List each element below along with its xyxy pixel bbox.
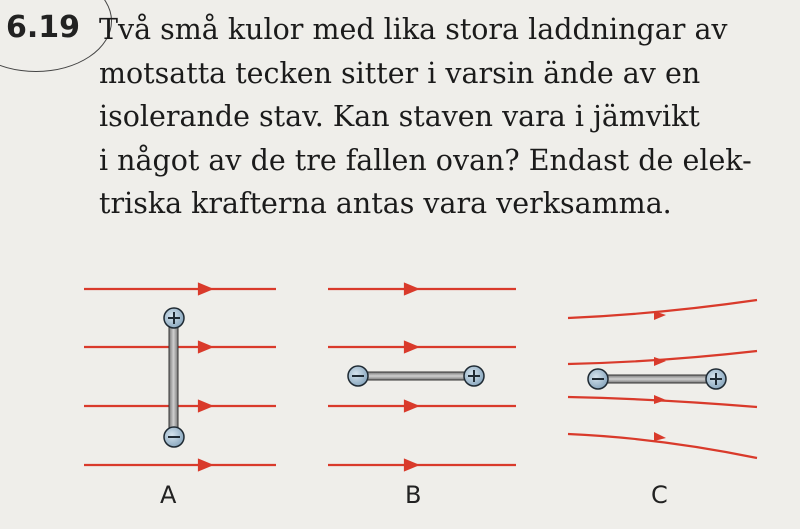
problem-line: motsatta tecken sitter i varsin ände av en — [99, 56, 701, 90]
positive-charge-c — [706, 369, 726, 389]
rod-a — [169, 320, 178, 436]
problem-number: 6.19 — [6, 10, 81, 45]
problem-line: Två små kulor med lika stora laddningar av — [99, 13, 728, 46]
positive-charge-a — [164, 308, 184, 328]
figure-label-a: A — [160, 481, 177, 509]
negative-charge-a — [164, 427, 184, 447]
figure-a — [84, 284, 276, 470]
rod-b — [362, 372, 470, 380]
problem-line: i något av de tre fallen ovan? Endast de elek- — [99, 143, 752, 177]
negative-charge-b — [348, 366, 368, 386]
negative-charge-c — [588, 369, 608, 389]
figure-label-c: C — [651, 481, 668, 509]
problem-line: triska krafterna antas vara verksamma. — [99, 187, 672, 220]
positive-charge-b — [464, 366, 484, 386]
rod-c — [603, 375, 711, 383]
figure-c — [568, 300, 757, 458]
problem-line: isolerande stav. Kan staven vara i jämvikt — [99, 100, 700, 133]
figure-b — [328, 284, 516, 470]
figure-label-b: B — [405, 481, 422, 509]
